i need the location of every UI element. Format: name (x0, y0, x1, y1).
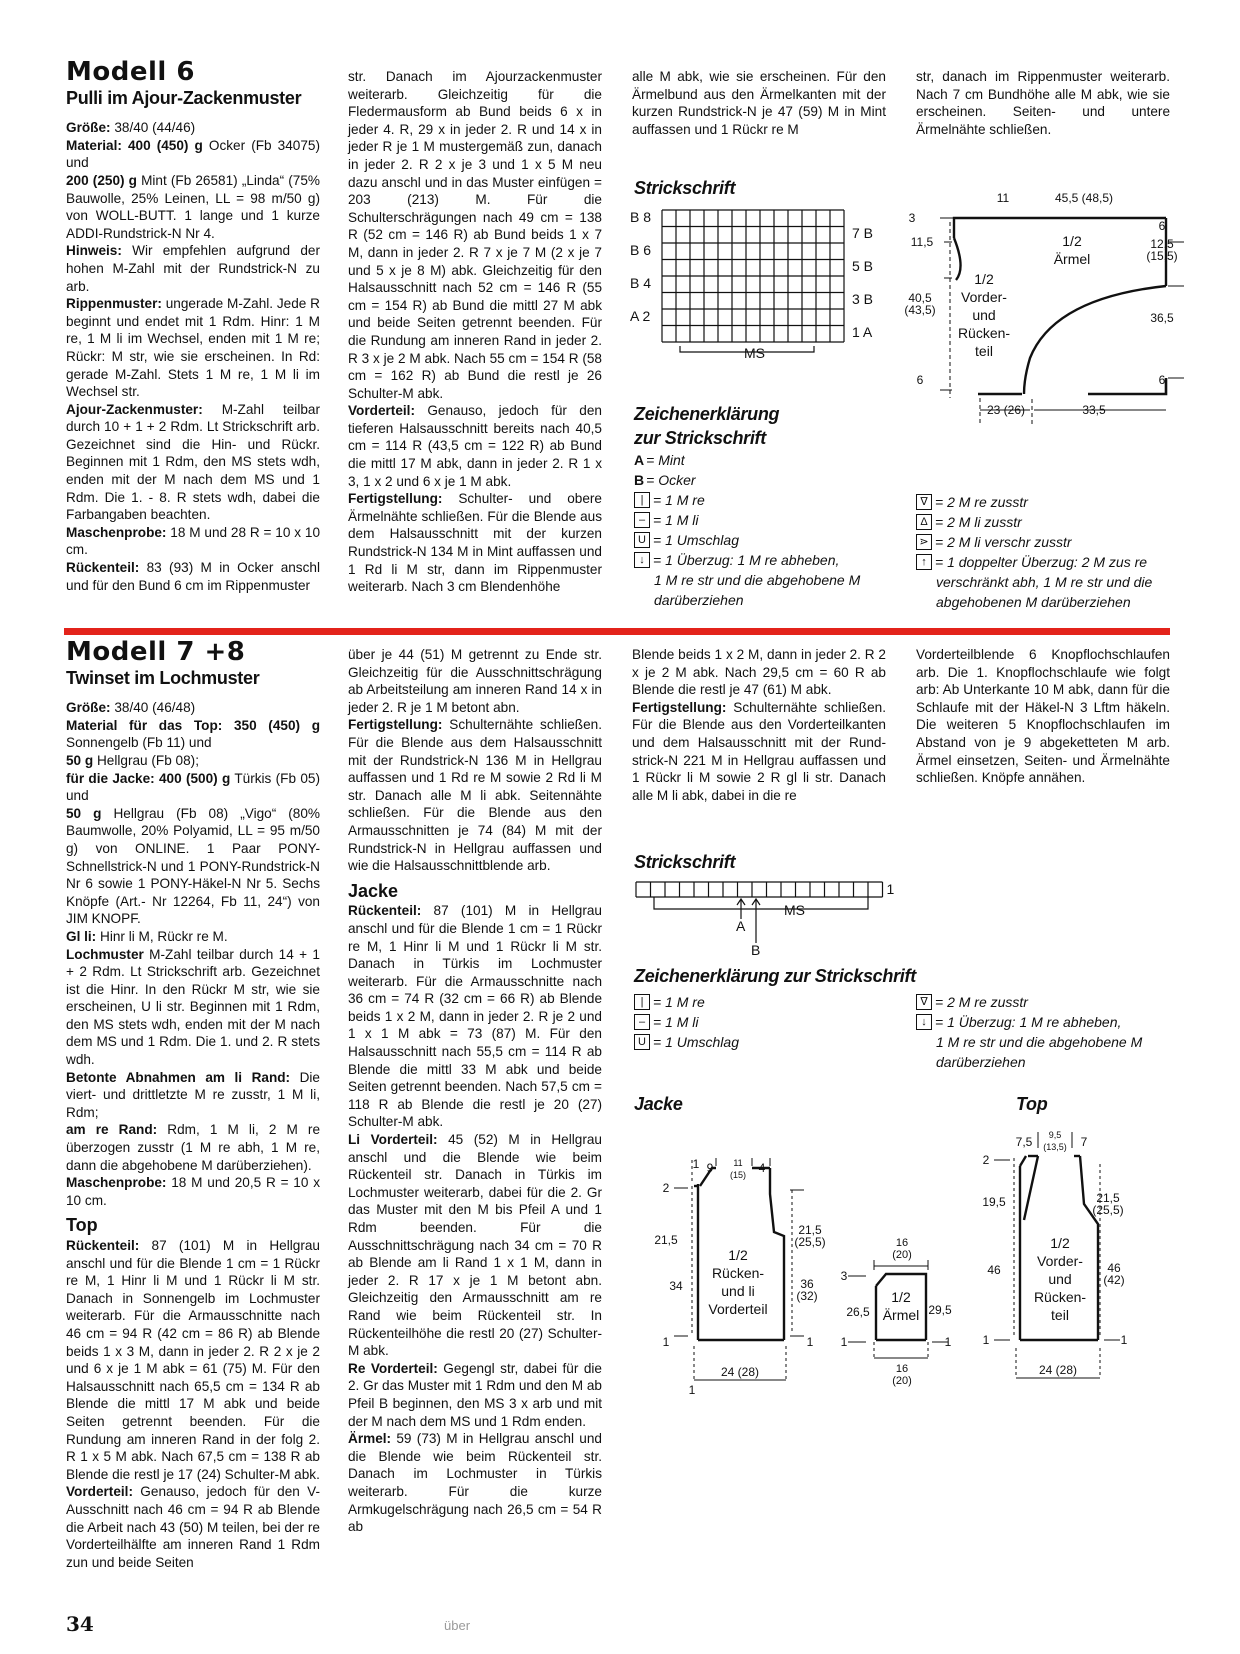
legend-item (634, 550, 894, 570)
jacke-dim-15: (15) (729, 1170, 747, 1180)
paragraph-label: Rippenmuster: (66, 296, 162, 312)
dim-6a: 6 (1158, 219, 1166, 233)
paragraph-label: Rückenteil: (66, 560, 140, 576)
text-paragraph (348, 1131, 602, 1360)
sleeve-schematic (834, 1230, 954, 1410)
legend-item (634, 1032, 894, 1052)
model78-chart-title: Strickschrift (634, 852, 736, 872)
paragraph-label: 200 (250) g (66, 172, 137, 188)
legend-item (916, 1012, 1176, 1032)
text-paragraph (348, 402, 602, 490)
legend-item (916, 572, 1176, 592)
model6-subtitle: Pulli im Ajour-Zackenmuster (66, 87, 302, 108)
text-paragraph (348, 1430, 602, 1536)
paragraph-text: Blende beids 1 x 2 M, dann in jeder 2. R 2 x je 2 M abk. Nach 29,5 cm = 60 R ab Blende die restl je 47 (61) M abk. (632, 647, 886, 698)
model6-col3-text: alle M abk, wie sie erscheinen. Für den Ärmelbund aus den Ärmelkanten mit der kurzen Rundstrick-N je 47 (59) M in Mint auffassen und 1 Rückr re M (632, 69, 886, 137)
legend-item (916, 592, 1176, 612)
top-dim-21-5: 21,5 (1096, 1191, 1120, 1205)
legend-symbol-icon: U (634, 1034, 650, 1050)
legend-text: = 2 M li verschr zusstr (935, 534, 1072, 550)
paragraph-label: Vorderteil: (66, 1484, 133, 1500)
paragraph-text: Hinr li M, Rückr re M. (96, 928, 228, 944)
body-label-5: teil (975, 343, 993, 359)
text-paragraph (66, 946, 320, 1069)
sleeve-dim-20b: (20) (892, 1375, 912, 1387)
text-paragraph (348, 716, 602, 874)
top-dim-24: 24 (28) (1038, 1363, 1078, 1377)
text-paragraph (66, 1069, 320, 1122)
chart-row-label: 1 A (852, 324, 873, 340)
legend-text: = 1 M re (653, 492, 705, 508)
paragraph-text: M-Zahl teilbar durch 14 + 1 + 2 Rdm. Lt Strickschrift arb. Gezeichnet ist die Hinr. In den Rückr M str, wie sie erscheinen, U li str. Beginnen mit 1 Rdm, den MS stets wdh, enden mit der M nach dem MS und 1 Rdm. Die 1. und 2. R stets wdh. (66, 946, 320, 1068)
top-dim-13-5: (13,5) (1043, 1142, 1067, 1152)
paragraph-text: Ocker (Fb 34075) und (66, 137, 320, 171)
legend-text: = Ocker (646, 472, 696, 488)
dim-15-5: (15,5) (1146, 249, 1178, 263)
text-paragraph (348, 646, 602, 716)
legend-symbol-icon: B (634, 472, 645, 488)
top-label-2: Vorder- (1037, 1253, 1083, 1269)
legend-text: = 1 M li (653, 1014, 699, 1030)
model6-legend-title (634, 402, 779, 450)
legend-symbol-icon: – (634, 512, 650, 528)
legend-symbol-icon: Δ (916, 514, 932, 530)
legend-item (634, 510, 894, 530)
body-label-4: Rücken- (957, 325, 1011, 341)
legend-symbol-icon: ∇ (916, 494, 932, 510)
top-dim-19-5: 19,5 (982, 1195, 1006, 1209)
chart-row-label: A 2 (630, 308, 651, 324)
paragraph-label: Betonte Abnahmen am li Rand: (66, 1069, 291, 1085)
legend-text: = 2 M li zusstr (935, 514, 1022, 530)
top-dim-2: 2 (982, 1153, 990, 1167)
paragraph-text: Die viert- und drittletzte M re zusstr, 1 M li, Rdm; (66, 1069, 320, 1120)
legend-symbol-icon: – (634, 1014, 650, 1030)
legend-item (634, 530, 894, 550)
model78-column-3 (632, 646, 886, 804)
legend-symbol-icon: ⋗ (916, 534, 932, 550)
paragraph-text: 18 M und 20,5 R = 10 x 10 cm. (66, 1175, 320, 1208)
paragraph-text: 45 (52) M in Hellgrau anschl und die Blende wie beim Rückenteil str. Danach in Türkis im Lochmuster weiterarb, dabei für die 2. Gr das Muster mit den M bis Pfeil A und 1 Rdm beenden. Für die Ausschnittschrägung nach 34 cm = 70 R ab Blende am li Rand 1 x 1 M, dann in jeder 2. R 17 x je 1 M betont abn. Gleichzeitig den Armausschnitt am re Rand wie beim Rückenteil str. In Rückenteilhöhe die restl 20 (27) Schulter-M abk. (348, 1132, 602, 1359)
model6-knitting-chart (632, 204, 912, 380)
model78-col1b-text (66, 1237, 320, 1571)
chart-row-label: 3 B (852, 291, 874, 307)
text-paragraph (348, 68, 602, 402)
text-paragraph (66, 524, 320, 559)
text-paragraph (66, 770, 320, 805)
paragraph-text: Rdm, 1 M li, 2 M re überzogen zusstr (1 M re abh, 1 M re, dann die abgehobene M darüberziehen). (66, 1122, 321, 1173)
model78-column-4 (916, 646, 1170, 787)
chart-row-label: 7 B (852, 225, 874, 241)
paragraph-text: Gegengl str, dabei für die 2. Gr das Muster mit 1 Rdm und den M ab Pfeil B beginnen, den MS 3 x arb und mit der M nach dem MS und 1 Rdm enden. (348, 1360, 602, 1429)
model6-legend-right (916, 492, 1176, 612)
top-dim-7-5: 7,5 (1015, 1135, 1033, 1149)
legend-text: = 1 doppelter Überzug: 2 M zus re (935, 554, 1148, 570)
top-dim-1l: 1 (982, 1333, 990, 1347)
legend-text: darüberziehen (936, 1054, 1026, 1070)
top-dim-7: 7 (1080, 1135, 1088, 1149)
top-dim-1r: 1 (1120, 1333, 1128, 1347)
paragraph-text: str. Danach im Ajourzackenmuster weiterarb. Gleichzeitig für die Fledermausform ab Bund beids 6 x in jeder 4. R, 29 x in jeder 2. R und 14 x in jeder R je 1 M mustergemäß zun, danach in jeder 2. R 2 x je 3 und 1 x 5 M neu dazu anschl und in das Muster einfügen = 203 (213) M. Für die Schulterschrägungen nach 49 cm = 138 R (52 cm = 146 R) ab Bund beids 1 x 7 M, dann in jeder 2. R 7 x je 7 M (2 x je 7 und 5 x je 8 M) abk. Gleichzeitig für den Halsausschnitt nach 52 cm = 146 R (55 cm = 154 R) ab Bund die mittl 27 M abk und beide Seiten getrennt beenden. Für die Rundung am inneren Rand in jeder 2. R 3 x je 2 M abk. Nach 55 cm = 154 R (58 cm = 162 R) ab Bund die restl je 26 Schulter-M abk. (348, 69, 602, 401)
legend-item (916, 532, 1176, 552)
text-paragraph (66, 119, 320, 137)
legend-text: 1 M re str und die abgehobene M (936, 1034, 1143, 1050)
model6-title: Modell 6 (66, 57, 195, 87)
paragraph-label: Vorderteil: (348, 403, 415, 419)
paragraph-text: Wir empfehlen aufgrund der hohen M-Zahl mit der Rundstrick-N zu arb. (66, 243, 320, 294)
top-label-1: 1/2 (1050, 1235, 1070, 1251)
text-paragraph (348, 490, 602, 596)
text-paragraph (66, 242, 320, 295)
legend-item (634, 570, 894, 590)
model78-legend-left (634, 992, 894, 1052)
text-paragraph (66, 1174, 320, 1209)
legend-text: darüberziehen (654, 592, 744, 608)
top-label-5: teil (1051, 1307, 1069, 1323)
text-paragraph (66, 401, 320, 524)
legend-text: = Mint (646, 452, 685, 468)
text-paragraph (348, 902, 602, 1131)
section-divider (64, 628, 1170, 635)
legend-symbol-icon: ∇ (916, 994, 932, 1010)
text-paragraph (66, 295, 320, 401)
paragraph-text: Hellgrau (Fb 08) „Vigo“ (80% Baumwolle, 20% Polyamid, LL = 95 m/50 g) von ONLINE. 1 Paar PONY-Schnellstrick-N und 1 PONY-Rundstrick-N Nr 6 sowie 1 PONY-Häkel-N Nr 5. Sechs Knöpfe (Art.- Nr 12264, Fb 11, 24“) von JIM KNOPF. (66, 805, 320, 927)
legend-symbol-icon: ↑ (916, 554, 932, 570)
body-label-2: Vorder- (961, 289, 1007, 305)
text-paragraph (66, 928, 320, 946)
sleeve-dim-16b: 16 (895, 1363, 909, 1375)
model78-column-1 (66, 637, 321, 1571)
legend-item (916, 492, 1176, 512)
top-dim-46r: 46 (1107, 1261, 1121, 1275)
paragraph-label: Ärmel: (348, 1431, 392, 1447)
paragraph-label: 50 g (66, 805, 102, 821)
jacke-label-3: und li (721, 1283, 755, 1299)
jacke-label-1: 1/2 (728, 1247, 748, 1263)
dim-12-5: 12,5 (1150, 237, 1174, 251)
model6-column-3 (632, 68, 886, 138)
top-dim-9-5: 9,5 (1048, 1130, 1062, 1140)
chart-row-label: B 8 (630, 209, 652, 225)
footer-text: über (444, 1618, 471, 1633)
legend-symbol-icon: ↓ (634, 552, 650, 568)
paragraph-label: Fertigstellung: (632, 699, 727, 715)
dim-11-5: 11,5 (910, 235, 934, 249)
paragraph-text: M-Zahl teilbar durch 10 + 1 + 2 Rdm. Lt Strickschrift arb. Gezeichnet sind die Hin- und Rückr. Beginnen mit 1 Rdm, den MS stets wdh, enden mit der M nach dem MS und 1 Rdm. Die 1. - 8. R stets wdh, dabei die Farbangaben beachten. (66, 401, 320, 523)
model78-col2-text (348, 646, 602, 875)
paragraph-text: über je 44 (51) M getrennt zu Ende str. Gleichzeitig für die Ausschnittschrägung ab Arbeitsteilung am inneren Rand 14 x in jeder 2. R je 1 M betont abn. (348, 647, 602, 715)
legend-symbol-icon: | (634, 492, 650, 508)
chart-ms-label: MS (744, 345, 765, 361)
paragraph-label: Fertigstellung: (348, 717, 443, 733)
text-paragraph (66, 1483, 320, 1571)
legend-text: = 2 M re zusstr (935, 494, 1028, 510)
legend-title-line-2: zur Strickschrift (634, 428, 766, 448)
page-number: 34 (66, 1612, 94, 1636)
model78-col1-text (66, 699, 320, 1209)
top-dim-42: (42) (1103, 1273, 1125, 1287)
legend-symbol-icon: A (634, 452, 645, 468)
dim-40-5: 40,5 (908, 291, 932, 305)
jacke-dim-1l: 1 (662, 1335, 670, 1349)
legend-symbol-icon: ↓ (916, 1014, 932, 1030)
paragraph-text: Genauso, jedoch für den tieferen Halsausschnitt bereits nach 40,5 cm = 114 R (43,5 cm = 122 R) ab Bund die mittl 17 M abk, dann in jeder 2. R 1 x 3, 1 x 2 und 6 x je 1 M abk. (348, 403, 602, 489)
model6-legend-left (634, 450, 894, 610)
paragraph-text: 38/40 (46/48) (110, 700, 196, 716)
dim-45: 45,5 (48,5) (1054, 191, 1114, 205)
legend-item (634, 992, 894, 1012)
legend-text: = 1 Überzug: 1 M re abheben, (653, 552, 840, 568)
top-dim-25-5: (25,5) (1092, 1203, 1124, 1217)
dim-23: 23 (26) (986, 403, 1026, 417)
body-label-1: 1/2 (974, 271, 994, 287)
legend-text: = 1 Umschlag (653, 532, 739, 548)
text-paragraph (66, 1121, 320, 1174)
legend-item (634, 470, 894, 490)
jacke-schematic-label: Jacke (634, 1094, 683, 1114)
paragraph-text: Schulternähte schließen. Für die Blende aus dem Halsausschnitt mit der Rundstrick-N 136 M in Hellgrau auffassen und 1 Rd re M sowie 2 Rd li M str. Danach alle M li abk. Seitennähte schließen. Für die Blende aus den Armausschnitten je 74 (84) M mit der Rundstrick-N in Hellgrau auffassen und wie die Halsausschnittblende arb. (348, 717, 602, 874)
paragraph-label: Lochmuster (66, 946, 144, 962)
dim-6c: 6 (1158, 373, 1166, 387)
model78-title: Modell 7 +8 (66, 637, 246, 667)
jacke-dim-24: 24 (28) (720, 1365, 760, 1379)
paragraph-label: Material: 400 (450) g (66, 137, 203, 153)
legend-item (916, 512, 1176, 532)
chart-ms-bracket (654, 897, 868, 909)
chart-row-label: 5 B (852, 258, 874, 274)
sleeve-dim-1l: 1 (840, 1335, 848, 1349)
legend-item (634, 490, 894, 510)
paragraph-text: 87 (101) M in Hellgrau anschl und für die Blende 1 cm = 1 Rückr re M, 1 Hinr li M und 1 Rückr li M str. Danach in Sonnengelb im Lochmuster weiterarb. Für die Armausschnitte nach 46 cm = 94 R (42 cm = 86 R) ab Blende beids 1 x 3 M, dann in jeder 2. R 2 x je 2 und 6 x je 1 M abk = 61 (75) M. Für den Halsausschnitt nach 65,5 cm = 134 R ab Blende die mittl 17 M abk und beide Seiten getrennt beenden. Für die Rundung am inneren Rand in der folg 2. R 1 x 5 M abk. Nach 67,5 cm = 138 R ab Blende die restl je 17 (24) Schulter-M abk. (66, 1238, 320, 1482)
dim-11: 11 (996, 191, 1010, 205)
model6-sweater-schematic (904, 191, 1178, 448)
dim-6b: 6 (916, 373, 924, 387)
paragraph-text: Sonnengelb (Fb 11) und (66, 735, 212, 751)
text-paragraph (66, 559, 320, 594)
text-paragraph (66, 717, 320, 752)
dim-3: 3 (908, 211, 916, 225)
legend-text: = 1 Umschlag (653, 1034, 739, 1050)
sleeve-label-2: Ärmel (1053, 251, 1091, 267)
jacke-dim-21-5r: 21,5 (798, 1223, 822, 1237)
paragraph-label: am re Rand: (66, 1122, 158, 1138)
legend-item (634, 590, 894, 610)
jacke-dim-21-5l: 21,5 (654, 1233, 678, 1247)
body-label-3: und (972, 307, 996, 323)
text-paragraph (66, 805, 320, 928)
model78-legend-right (916, 992, 1176, 1072)
paragraph-label: Fertigstellung: (348, 491, 443, 507)
chart-label: B (751, 942, 761, 958)
chart-label: A (736, 918, 746, 934)
top-schematic-label: Top (1016, 1094, 1048, 1114)
legend-item (916, 1052, 1176, 1072)
text-paragraph (632, 699, 886, 805)
jacke-dim-34: 34 (669, 1279, 683, 1293)
text-paragraph (66, 137, 320, 172)
legend-text: abgehobenen M darüberziehen (936, 594, 1131, 610)
top-label-4: Rücken- (1033, 1289, 1087, 1305)
jacke-dim-11: 11 (733, 1158, 743, 1168)
sleeve-label-1: 1/2 (891, 1289, 911, 1305)
model6-col4-text: str, danach im Rippenmuster weiterarb. Nach 7 cm Bundhöhe alle M abk, wie sie erscheinen. Seiten- und untere Ärmelnähte schließen. (916, 69, 1170, 137)
paragraph-label: 50 g (66, 752, 94, 768)
sleeve-label-2: Ärmel (882, 1307, 920, 1323)
dim-36-5: 36,5 (1150, 311, 1174, 325)
model78-col4-text: Vorderteilblende 6 Knopflochschlaufen arb. Die 1. Knopflochschlaufe wie folgt arb: Ab Unterkante 10 M abk, dann für die Schlaufe mit der Häkel-N 3 Lftm häkeln. Die weiteren 5 Knopflochschlaufen im Abstand von je 9 abgeketteten M arb. Ärmel einsetzen, Seiten- und Ärmelnähte schließen. Knöpfe annähen. (916, 647, 1170, 786)
legend-title-line-1: Zeichenerklärung (634, 404, 780, 424)
sleeve-dim-16: 16 (895, 1237, 909, 1249)
jacke-label-2: Rücken- (711, 1265, 765, 1281)
chart-label: MS (784, 902, 805, 918)
paragraph-label: Größe: (66, 120, 111, 136)
sleeve-dim-26-5: 26,5 (846, 1305, 870, 1319)
paragraph-text: 38/40 (44/46) (110, 120, 196, 136)
dim-43-5: (43,5) (904, 303, 936, 317)
paragraph-label: Rückenteil: (348, 903, 422, 919)
legend-text: verschränkt abh, 1 M re str und die (936, 574, 1153, 590)
jacke-body-schematic (652, 1150, 826, 1410)
paragraph-text: 87 (101) M in Hellgrau anschl und für die Blende 1 cm = 1 Rückr re M, 1 Hinr li M und 1 Rückr li M str. Danach in Türkis im Lochmuster weiterarb. Für die Armausschnitte nach 36 cm = 74 R (32 cm = 66 R) ab Blende beids 1 x 2 M, dann in jeder 2. R je 2 und 1 x 1 M abk = 73 (87) M. Für den Halsausschnitt nach 55,5 cm = 114 R ab Blende die mittl 33 M abk und beide Seiten getrennt beenden. Nach 57,5 cm = 118 R ab Blende die restl je 20 (27) Schulter-M abk. (348, 903, 602, 1130)
paragraph-text: Genauso, jedoch für den V-Ausschnitt nach 46 cm = 94 R ab Blende die Arbeit nach 43 (50) M teilen, bei der re Vorderteilhälfte am inneren Rand 1 Rdm zun und beide Seiten (66, 1484, 320, 1570)
model6-column-1 (66, 57, 320, 594)
paragraph-text: Türkis (Fb 05) und (66, 770, 320, 804)
model78-knitting-chart (632, 878, 932, 958)
legend-symbol-icon: U (634, 532, 650, 548)
chart-row-label: B 6 (630, 242, 652, 258)
model78-column-2 (348, 646, 602, 1536)
text-paragraph (632, 646, 886, 699)
paragraph-label: Re Vorderteil: (348, 1360, 438, 1376)
jacke-dim-36: 36 (800, 1277, 814, 1291)
sleeve-dim-29-5: 29,5 (928, 1303, 952, 1317)
sleeve-dim-20: (20) (892, 1249, 912, 1261)
jacke-dim-1r: 1 (806, 1335, 814, 1349)
text-paragraph (66, 752, 320, 770)
model6-column-2 (348, 68, 602, 596)
paragraph-label: Ajour-Zackenmuster: (66, 401, 203, 417)
jacke-dim-1b: 1 (688, 1383, 696, 1397)
paragraph-label: für die Jacke: 400 (500) g (66, 770, 231, 786)
paragraph-label: Gl li: (66, 928, 97, 944)
paragraph-text: Mint (Fb 26581) „Linda“ (75% Bauwolle, 25% Leinen, LL = 98 m/50 g) von WOLL-BUTT. 1 lange und 1 kurze ADDI-Rundstrick-N Nr 4. (66, 172, 320, 241)
legend-text: = 1 Überzug: 1 M re abheben, (935, 1014, 1122, 1030)
chart-arrow-b (752, 899, 760, 943)
jacke-dim-32: (32) (796, 1289, 818, 1303)
top-schematic (980, 1124, 1130, 1414)
dim-33-5: 33,5 (1082, 403, 1106, 417)
paragraph-label: Hinweis: (66, 243, 122, 259)
model6-chart-title: Strickschrift (634, 178, 736, 198)
sleeve-dim-1r: 1 (944, 1335, 952, 1349)
paragraph-text: 83 (93) M in Ocker anschl und für den Bund 6 cm im Rippenmuster (66, 560, 320, 593)
legend-text: = 1 M re (653, 994, 705, 1010)
jacke-label-4: Vorderteil (708, 1301, 768, 1317)
paragraph-label: Rückenteil: (66, 1238, 140, 1253)
jacke-dim-4: 4 (758, 1161, 766, 1175)
jacke-dim-9: 9 (706, 1161, 714, 1175)
top-label-3: und (1048, 1271, 1072, 1287)
legend-item (916, 1032, 1176, 1052)
chart-label: 1 (886, 881, 895, 897)
paragraph-label: Material für das Top: 350 (450) g (66, 717, 320, 733)
sleeve-dim-3: 3 (840, 1269, 848, 1283)
paragraph-label: Maschenprobe: (66, 1175, 167, 1191)
model78-col2b-text (348, 902, 602, 1535)
legend-item (916, 992, 1176, 1012)
sleeve-label-1: 1/2 (1062, 233, 1082, 249)
text-paragraph (66, 172, 320, 242)
legend-item (634, 450, 894, 470)
model78-subtitle: Twinset im Lochmuster (66, 667, 260, 688)
chart-row-label: B 4 (630, 275, 652, 291)
paragraph-text: 59 (73) M in Hellgrau anschl und die Blende wie beim Rückenteil str. Danach im Lochmuster in Türkis weiterarb. Für die kurze Armkugelschrägung nach 26,5 cm = 54 R ab (348, 1431, 602, 1535)
top-dim-46: 46 (987, 1263, 1001, 1277)
model6-column-4 (916, 68, 1170, 138)
paragraph-label: Maschenprobe: (66, 524, 167, 540)
text-paragraph (66, 1237, 320, 1483)
legend-text: = 2 M re zusstr (935, 994, 1028, 1010)
jacke-dim-1: 1 (692, 1157, 700, 1171)
legend-symbol-icon: | (634, 994, 650, 1010)
legend-item (634, 1012, 894, 1032)
jacke-dim-25-5: (25,5) (794, 1235, 826, 1249)
paragraph-label: Größe: (66, 700, 111, 716)
paragraph-label: Li Vorderteil: (348, 1132, 438, 1148)
paragraph-text: ungerade M-Zahl. Jede R beginnt und endet mit 1 Rdm. Hinr: 1 M re, 1 M li im Wechsel, enden mit 1 M re; Rückr: M str, wie sie erscheinen. In Rd: gerade M-Zahl. Stets 1 M re, 1 M li im Wechsel str. (66, 296, 320, 400)
legend-text: = 1 M li (653, 512, 699, 528)
legend-text: 1 M re str und die abgehobene M (654, 572, 861, 588)
jacke-dim-2: 2 (662, 1181, 670, 1195)
paragraph-text: Schulter- und obere Ärmelnähte schließen. Für die Blende aus dem Halsausschnitt mit der kurzen Rundstrick-N 134 M in Mint auffassen und 1 Rd li M str, dann im Rippenmuster weiterarb. Nach 3 cm Blendenhöhe (348, 491, 602, 595)
top-heading: Top (66, 1215, 98, 1236)
paragraph-text: 18 M und 28 R = 10 x 10 cm. (66, 524, 320, 558)
jacke-heading: Jacke (348, 880, 399, 901)
paragraph-text: Schulternähte schließen. Für die Blende aus den Vorderteilkanten und dem Halsausschnitt mit der Rund-strick-N 221 M in Hellgrau auffassen und 1 Rückr li M sowie 2 R gl li str. Danach alle M li abk, dabei in die re (632, 699, 886, 803)
text-paragraph (348, 1360, 602, 1430)
model78-legend-title: Zeichenerklärung zur Strickschrift (634, 966, 916, 986)
legend-item (916, 552, 1176, 572)
paragraph-text: Hellgrau (Fb 08); (93, 752, 199, 768)
model6-col1-text (66, 119, 320, 594)
text-paragraph (66, 699, 320, 717)
